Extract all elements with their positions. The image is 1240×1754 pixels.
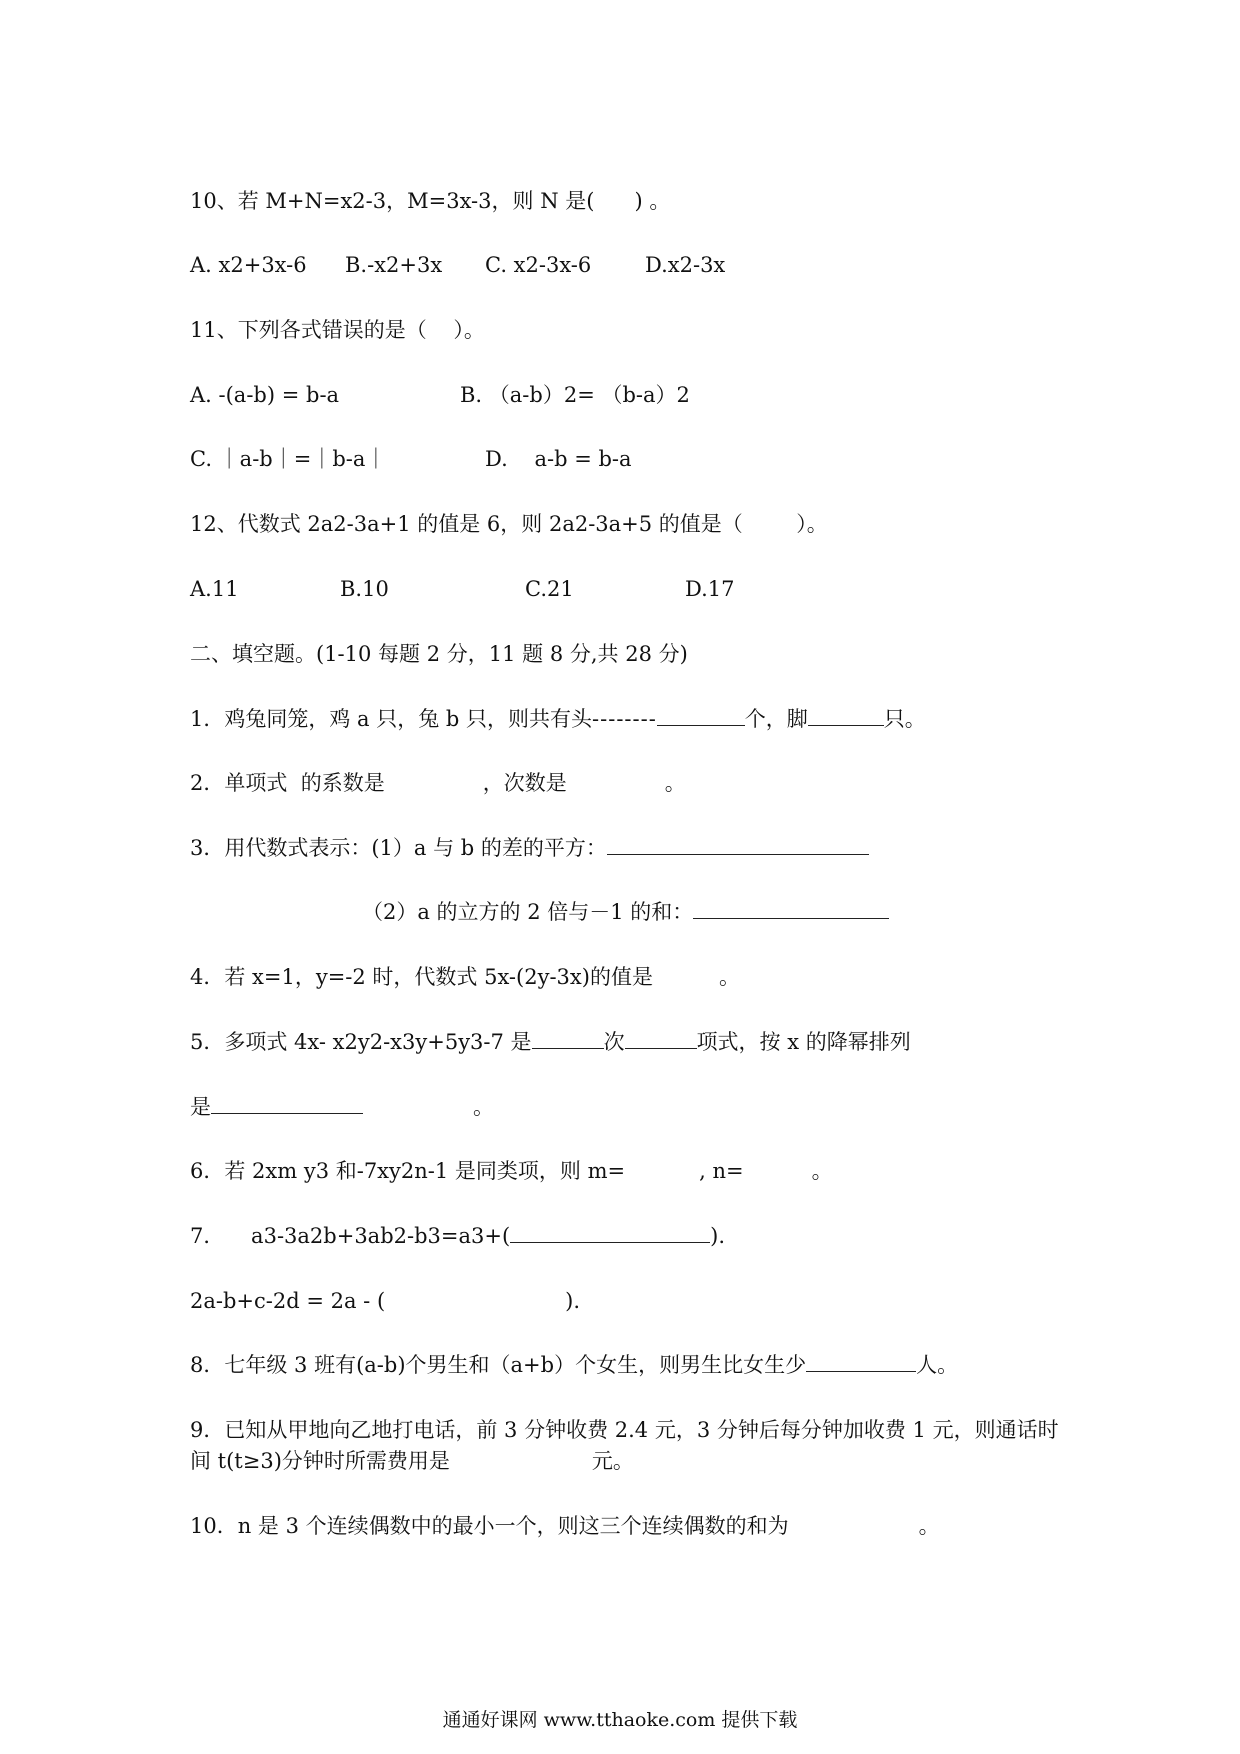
- q12-option-c: C.21: [525, 577, 574, 601]
- fill-question-8: [190, 1350, 958, 1380]
- section-2-title: 二、填空题。(1-10 每题 2 分，11 题 8 分,共 28 分): [190, 642, 688, 666]
- fill-1-feet-blank: [808, 705, 884, 726]
- fill-question-7: [190, 1221, 725, 1251]
- fill-question-7-part-2: [190, 1286, 580, 1316]
- fill-3-blank-2: [693, 898, 889, 919]
- fill-7-text-d: ).: [565, 1289, 581, 1313]
- page-footer: 通通好课网 www.tthaoke.com 提供下载: [442, 1709, 798, 1731]
- fill-9-text-b: 间 t(t≥3)分钟时所需费用是: [190, 1449, 450, 1473]
- fill-7-text-a: 7． a3-3a2b+3ab2-b3=a3+(: [190, 1224, 511, 1248]
- fill-1-text-b: 个，脚: [744, 707, 808, 731]
- q12-option-a: A.11: [190, 577, 239, 601]
- q10-option-d: D.x2-3x: [645, 253, 726, 277]
- q11-option-c: C. ｜a-b｜=｜b-a｜: [190, 447, 387, 471]
- fill-5-terms-blank: [625, 1028, 697, 1049]
- fill-question-5-continued: [190, 1092, 494, 1122]
- fill-question-6: [190, 1156, 833, 1186]
- fill-question-10: [190, 1511, 940, 1541]
- q12-option-d: D.17: [685, 577, 735, 601]
- q10-option-c: C. x2-3x-6: [485, 253, 592, 277]
- fill-1-text-c: 只。: [883, 707, 926, 731]
- fill-6-text-b: , n=: [699, 1159, 744, 1183]
- fill-question-1: [190, 704, 926, 734]
- fill-1-head-blank: [657, 705, 745, 726]
- fill-4-text-a: 4．若 x=1，y=-2 时，代数式 5x-(2y-3x)的值是: [190, 965, 653, 989]
- fill-2-text-a: 2．单项式 的系数是: [190, 771, 385, 795]
- fill-5-order-blank: [211, 1093, 363, 1114]
- fill-7-text-b: ).: [710, 1224, 726, 1248]
- fill-2-text-b: ，次数是: [482, 771, 567, 795]
- fill-6-text-a: 6．若 2xm y3 和-7xy2n-1 是同类项，则 m=: [190, 1159, 626, 1183]
- fill-question-3-part-1: [190, 833, 869, 863]
- q11-option-b: B. （a-b）2= （b-a）2: [460, 383, 690, 407]
- fill-1-dashes: --------: [592, 707, 657, 731]
- question-11-stem: 11、下列各式错误的是（ ）。: [190, 318, 485, 342]
- fill-question-9-continued: [190, 1446, 634, 1476]
- fill-6-text-c: 。: [811, 1159, 833, 1183]
- fill-5-text-d: 是: [190, 1095, 211, 1119]
- fill-5-text-c: 项式，按 x 的降幂排列: [696, 1030, 911, 1054]
- fill-2-text-c: 。: [664, 771, 686, 795]
- question-10-stem: 10、若 M+N=x2-3，M=3x-3，则 N 是( ) 。: [190, 189, 671, 213]
- fill-5-text-a: 5．多项式 4x- x2y2-x3y+5y3-7 是: [190, 1030, 532, 1054]
- fill-1-text-a: 1．鸡兔同笼，鸡 a 只，兔 b 只，则共有头: [190, 707, 593, 731]
- q11-option-d: D. a-b = b-a: [485, 447, 632, 471]
- fill-5-text-b: 次: [603, 1030, 625, 1054]
- q11-option-a: A. -(a-b) = b-a: [190, 383, 340, 407]
- q10-option-a: A. x2+3x-6: [190, 253, 307, 277]
- fill-5-text-e: 。: [473, 1095, 494, 1119]
- fill-8-text-a: 8．七年级 3 班有(a-b)个男生和（a+b）个女生，则男生比女生少: [190, 1353, 807, 1377]
- fill-8-text-b: 人。: [916, 1353, 959, 1377]
- fill-7-blank-1: [510, 1222, 710, 1243]
- fill-7-text-c: 2a-b+c-2d = 2a - (: [190, 1289, 386, 1313]
- fill-question-4: [190, 962, 740, 992]
- fill-question-2: [190, 768, 686, 798]
- fill-question-5: [190, 1027, 911, 1057]
- fill-5-degree-blank: [532, 1028, 604, 1049]
- question-12-stem: 12、代数式 2a2-3a+1 的值是 6，则 2a2-3a+5 的值是（ ）。: [190, 512, 828, 536]
- fill-8-blank: [806, 1351, 916, 1372]
- q12-option-b: B.10: [340, 577, 389, 601]
- fill-4-text-b: 。: [718, 965, 740, 989]
- fill-3-text-a: 3．用代数式表示：(1）a 与 b 的差的平方：: [190, 836, 607, 860]
- fill-question-3-part-2: [362, 897, 889, 927]
- fill-10-text-b: 。: [918, 1514, 940, 1538]
- fill-10-text-a: 10．n 是 3 个连续偶数中的最小一个，则这三个连续偶数的和为: [190, 1514, 789, 1538]
- fill-question-9: 9．已知从甲地向乙地打电话，前 3 分钟收费 2.4 元，3 分钟后每分钟加收费 1 元，则通话时: [190, 1418, 1059, 1442]
- fill-3-text-b: （2）a 的立方的 2 倍与－1 的和：: [362, 900, 694, 924]
- fill-9-text-c: 元。: [591, 1449, 634, 1473]
- q10-option-b: B.-x2+3x: [345, 253, 443, 277]
- fill-3-blank-1: [607, 834, 869, 855]
